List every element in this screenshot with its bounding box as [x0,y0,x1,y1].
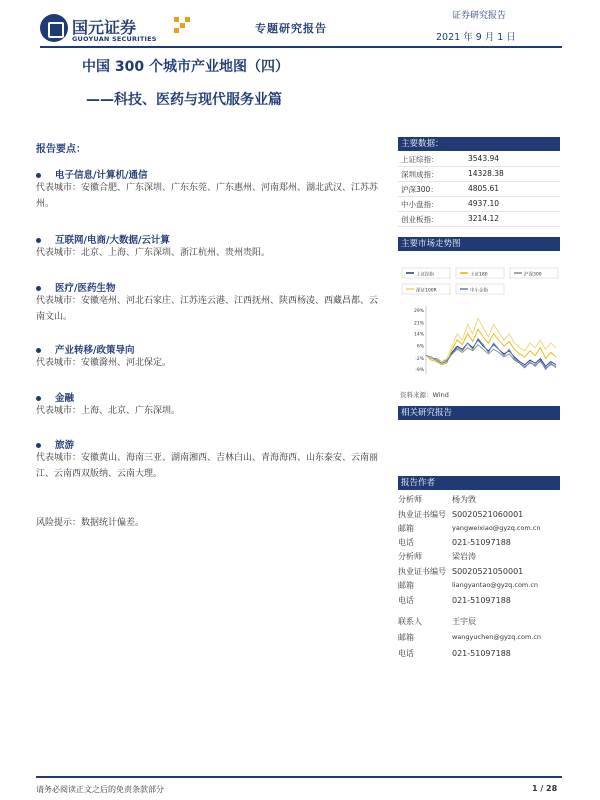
report-date: 2021 年 9 月 1 日 [436,32,516,43]
logo-subtext: GUOYUAN SECURITIES [72,35,157,43]
summary-heading: 报告要点： [36,144,86,155]
bullet-icon [36,286,41,291]
chart-source: 资料来源：Wind [400,391,449,399]
market-data-row: 上证综指： 3543.94 [398,152,560,167]
section-body: 代表城市：安徽滁州、河北保定。 [36,358,172,368]
market-data-row: 创业板指： 3214.12 [398,212,560,227]
author-field-value: 021-51097188 [452,596,511,605]
section-title: 旅游 [36,437,74,451]
legend-label: 中小企指 [470,288,488,294]
author-row [398,646,560,661]
logo-text: 国元证券 [72,18,137,37]
author-field-label: 分析师 [398,552,422,561]
section-title: 医疗/医药生物 [36,280,115,294]
bullet-icon [36,238,41,243]
section-title: 金融 [36,390,74,404]
section-title: 互联网/电商/大数据/云计算 [36,232,170,246]
author-field-label: 执业证书编号 [398,510,446,519]
author-field-value: 021-51097188 [452,649,511,658]
risk-warning: 风险提示：数据统计偏差。 [36,518,145,528]
author-row [398,630,560,645]
author-field-label: 邮箱 [398,524,414,533]
market-data-row: 中小盘指： 4937.10 [398,197,560,212]
footer-divider [36,776,562,778]
bullet-icon [36,396,41,401]
y-tick-label: -2% [415,357,424,363]
y-tick-label: 21% [413,321,424,327]
author-row [398,521,560,536]
author-row [398,614,560,629]
related-heading: 相关研究报告 [398,406,560,420]
header-divider [40,46,562,48]
series-line [426,318,556,361]
author-field-value: 021-51097188 [452,538,511,547]
section-body: 代表城市：北京、上海、广东深圳、浙江杭州、贵州贵阳。 [36,248,271,258]
logo [40,14,190,44]
legend-label: 深证100R [416,288,437,294]
section-title: 产业转移/政策导向 [36,342,134,356]
author-field-label: 联系人 [398,617,422,626]
report-type: 专题研究报告 [255,22,327,35]
section-body: 代表城市：安徽合肥、广东深圳、广东东莞、广东惠州、河南郑州、湖北武汉、江苏苏州。 [36,183,379,209]
y-tick-label: 14% [413,332,424,338]
author-field-label: 电话 [398,649,414,658]
author-field-label: 电话 [398,538,414,547]
author-field-label: 邮箱 [398,581,414,590]
section-body: 代表城市：安徽黄山、海南三亚、湖南湘西、吉林白山、青海海西、山东泰安、云南丽江、云南西双版纳、云南大理。 [36,453,379,479]
author-field-label: 执业证书编号 [398,567,446,576]
section-body: 代表城市：安徽亳州、河北石家庄、江苏连云港、江西抚州、陕西杨凌、西藏昌都、云南文山。 [36,296,379,322]
author-field-value: 杨为敩 [452,495,476,504]
legend-label: 上证综指 [416,272,434,278]
market-trend-chart [398,262,560,386]
market-data-heading: 主要数据： [398,137,560,151]
author-field-label: 电话 [398,596,414,605]
footer-disclaimer: 请务必阅读正文之后的免责条款部分 [36,785,164,794]
author-field-label: 分析师 [398,495,422,504]
report-category: 证券研究报告 [452,11,507,21]
author-field-value: S0020521060001 [452,510,524,519]
authors-heading: 报告作者 [398,476,560,490]
bullet-icon [36,443,41,448]
author-field-value: S0020521050001 [452,567,524,576]
author-field-value[interactable]: liangyantao@gyzq.com.cn [452,581,539,589]
page-number: 1 / 28 [532,784,558,793]
bullet-icon [36,348,41,353]
report-subtitle: ——科技、医药与现代服务业篇 [86,92,282,108]
author-field-value: 梁岩涛 [452,552,476,561]
market-data-row: 深圳成指： 14328.38 [398,167,560,182]
section-body: 代表城市：上海、北京、广东深圳。 [36,406,181,416]
market-data-row: 沪深300： 4805.61 [398,182,560,197]
bullet-icon [36,173,41,178]
report-title: 中国 300 个城市产业地图（四） [82,59,289,75]
author-row [398,564,560,579]
author-field-value: 王宇辰 [452,617,476,626]
author-field-value[interactable]: wangyuchen@gyzq.com.cn [452,633,542,641]
author-row [398,507,560,522]
author-field-value[interactable]: yangweixiao@gyzq.com.cn [452,524,541,532]
trend-heading: 主要市场走势图 [398,237,560,251]
section-title: 电子信息/计算机/通信 [36,167,147,181]
legend-label: 上证180 [470,272,488,278]
author-row [398,492,560,507]
author-field-label: 邮箱 [398,633,414,642]
y-tick-label: 6% [416,344,424,350]
legend-label: 沪深300 [524,272,542,278]
y-tick-label: -9% [415,367,424,373]
author-row [398,549,560,564]
logo-mark-icon [40,14,68,42]
y-tick-label: 29% [413,309,424,315]
author-row [398,535,560,550]
author-row [398,578,560,593]
logo-dots-icon [174,17,190,33]
author-row [398,593,560,608]
